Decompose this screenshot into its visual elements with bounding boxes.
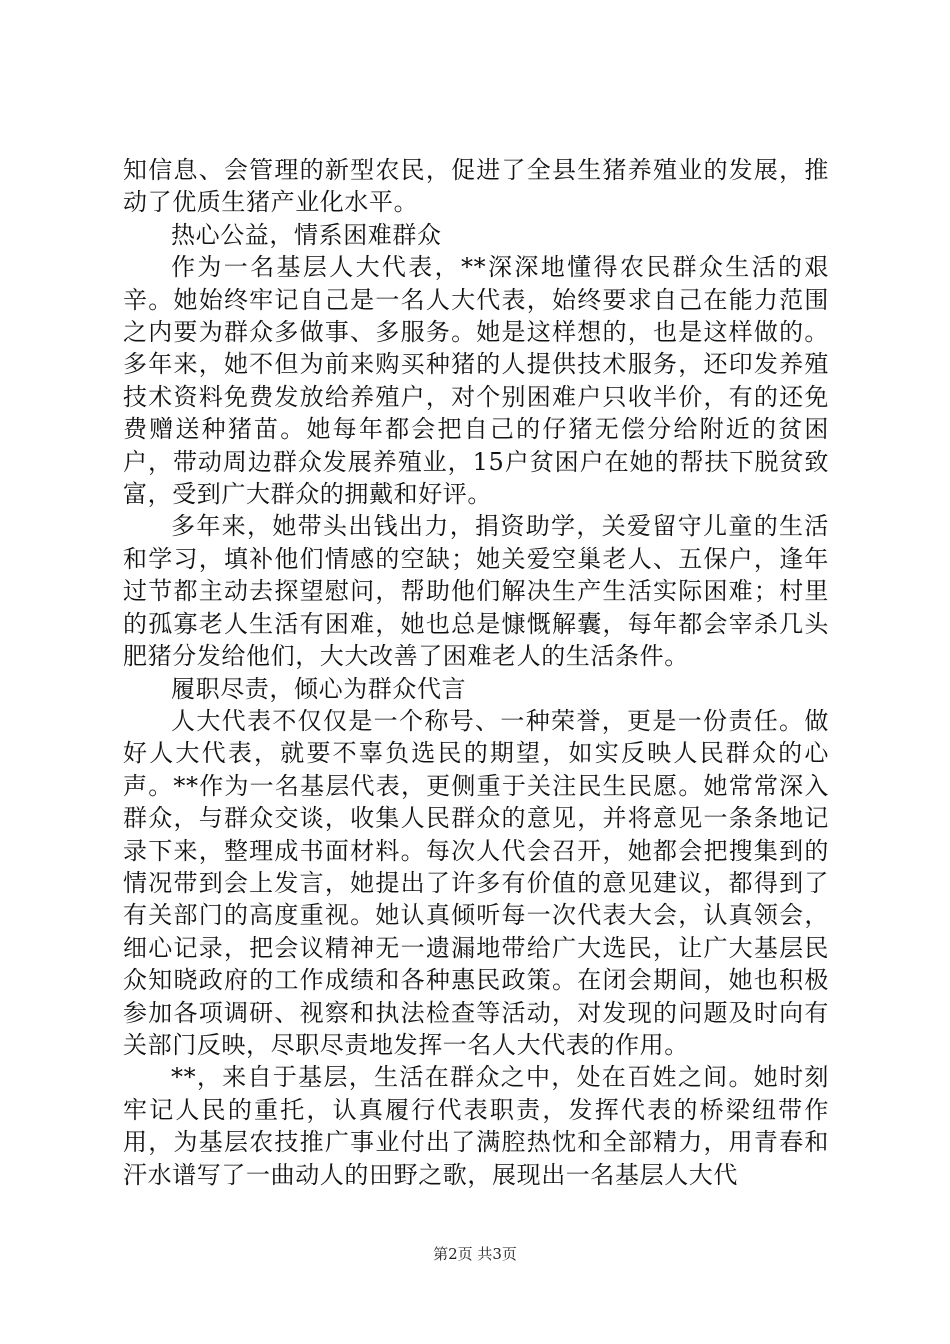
- section-heading-duty: 履职尽责，倾心为群众代言: [171, 674, 467, 703]
- paragraph-representative-duty: 人大代表不仅仅是一个称号、一种荣誉，更是一份责任。做好人大代表，就要不辜负选民的期望，如实反映人民群众的心声。**作为一名基层代表，更侧重于关注民生民愿。她常常深入群众，与群众交谈，收集人民群众的意见，并将意见一条条地记录下来，整理成书面材料。每次人代会召开，她都会把搜集到的情况带到会上发言，她提出了许多有价值的意见建议，都得到了有关部门的高度重视。她认真倾听每一次代表大会，认真领会，细心记录，把会议精神无一遗漏地带给广大选民，让广大基层民众知晓政府的工作成绩和各种惠民政策。在闭会期间，她也积极参加各项调研、视察和执法检查等活动，对发现的问题及时向有关部门反映，尽职尽责地发挥一名人大代表的作用。: [123, 706, 829, 1059]
- paragraph-conclusion: **，来自于基层，生活在群众之中，处在百姓之间。她时刻牢记人民的重托，认真履行代表职责，发挥代表的桥梁纽带作用，为基层农技推广事业付出了满腔热忱和全部精力，用青春和汗水谱写了一曲动人的田野之歌，展现出一名基层人大代: [123, 1063, 829, 1189]
- paragraph-representative-hardship: 作为一名基层人大代表，**深深地懂得农民群众生活的艰辛。她始终牢记自己是一名人大代表，始终要求自己在能力范围之内要为群众多做事、多服务。她是这样想的，也是这样做的。多年来，她不但为前来购买种猪的人提供技术服务，还印发养殖技术资料免费发放给养殖户，对个别困难户只收半价，有的还免费赠送种猪苗。她每年都会把自己的仔猪无偿分给附近的贫困户，带动周边群众发展养殖业，15户贫困户在她的帮扶下脱贫致富，受到广大群众的拥戴和好评。: [123, 253, 829, 509]
- section-heading-public-welfare: 热心公益，情系困难群众: [171, 220, 442, 249]
- page-footer: 第2页 共3页: [433, 1245, 517, 1263]
- paragraph-continuation: 知信息、会管理的新型农民，促进了全县生猪养殖业的发展，推动了优质生猪产业化水平。: [123, 156, 829, 217]
- document-body: [123, 154, 829, 1191]
- paragraph-charity: 多年来，她带头出钱出力，捐资助学，关爱留守儿童的生活和学习，填补他们情感的空缺；她关爱空巢老人、五保户，逢年过节都主动去探望慰问，帮助他们解决生产生活实际困难；村里的孤寡老人生活有困难，她也总是慷慨解囊，每年都会宰杀几头肥猪分发给他们，大大改善了困难老人的生活条件。: [123, 512, 829, 671]
